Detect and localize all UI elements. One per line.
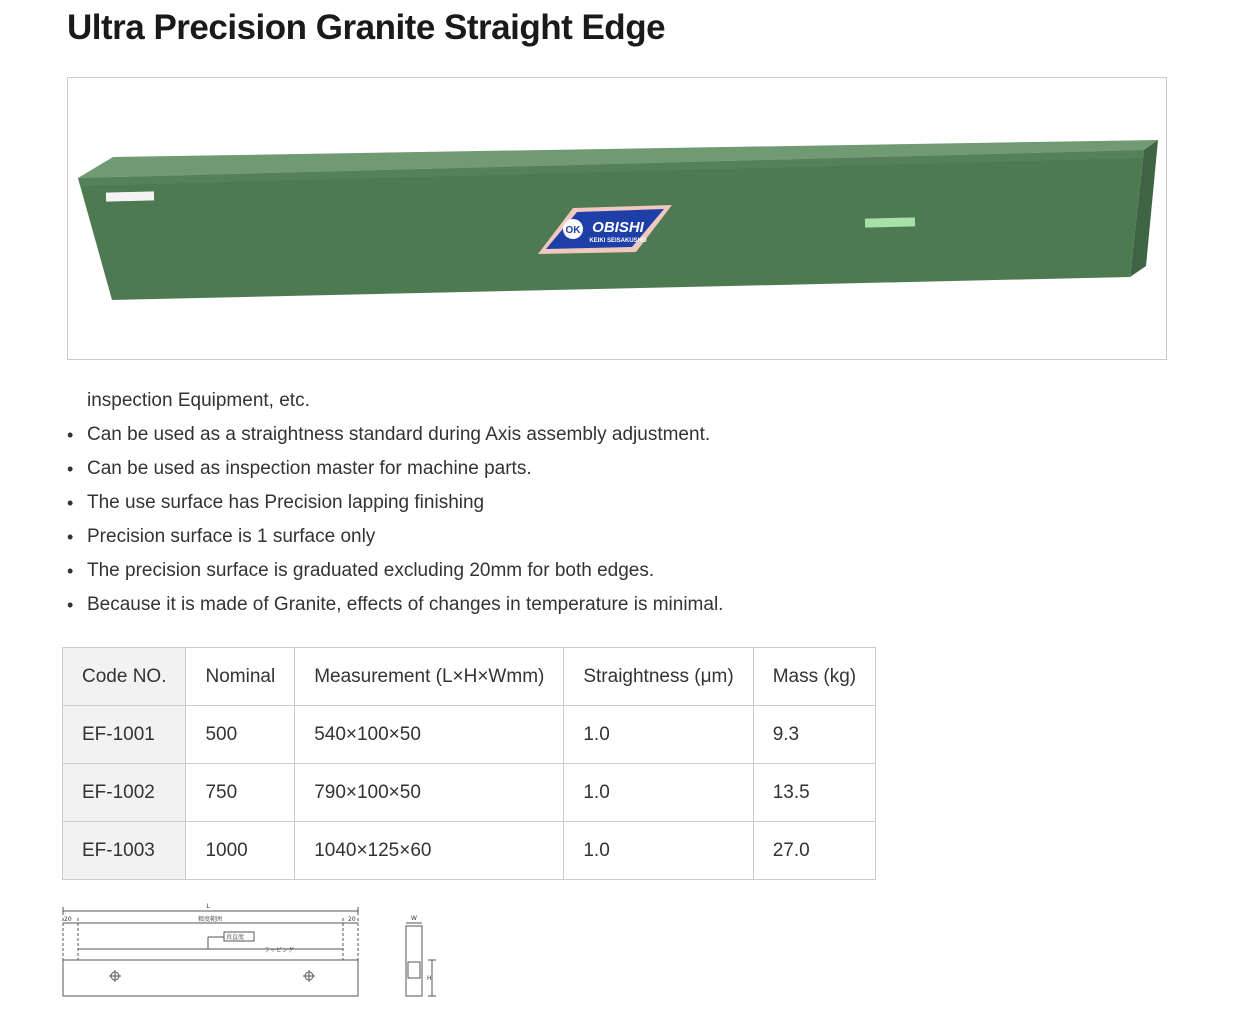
cell-code: EF-1003 <box>63 822 186 880</box>
table-row <box>63 764 876 822</box>
col-header-mass: Mass (kg) <box>753 648 875 706</box>
col-header-straightness: Straightness (μm) <box>564 648 753 706</box>
cell-mass: 27.0 <box>753 822 875 880</box>
col-header-nominal: Nominal <box>186 648 295 706</box>
cell-code: EF-1001 <box>63 706 186 764</box>
cell-straightness: 1.0 <box>564 764 753 822</box>
cell-straightness: 1.0 <box>564 706 753 764</box>
table-row <box>63 822 876 880</box>
cell-mass: 9.3 <box>753 706 875 764</box>
label-range: 精度範囲 <box>197 916 223 923</box>
label-right-margin: 20 <box>348 916 356 923</box>
cell-nominal: 1000 <box>186 822 295 880</box>
feature-item: • Can be used as a straightness standard during Axis assembly adjustment. <box>87 420 723 454</box>
obishi-brand-text: OBISHI <box>592 219 644 236</box>
spec-table <box>62 647 876 880</box>
number-sticker-right <box>865 217 915 227</box>
feature-item: • The precision surface is graduated excluding 20mm for both edges. <box>87 556 723 590</box>
col-header-measurement: Measurement (L×H×Wmm) <box>295 648 564 706</box>
cell-mass: 13.5 <box>753 764 875 822</box>
cell-measurement: 540×100×50 <box>295 706 564 764</box>
feature-list <box>87 386 723 624</box>
cell-straightness: 1.0 <box>564 822 753 880</box>
cell-code: EF-1002 <box>63 764 186 822</box>
obishi-mark: OK <box>565 225 581 236</box>
feature-item: • Can be used as inspection master for machine parts. <box>87 454 723 488</box>
feature-item: • Because it is made of Granite, effects of changes in temperature is minimal. <box>87 590 723 624</box>
col-header-code: Code NO. <box>63 648 186 706</box>
feature-item: • The use surface has Precision lapping finishing <box>87 488 723 522</box>
label-l: L <box>206 903 210 910</box>
cell-nominal: 750 <box>186 764 295 822</box>
cell-measurement: 1040×125×60 <box>295 822 564 880</box>
granite-straight-edge-illustration <box>68 78 1168 361</box>
label-lapping: ラッピング <box>264 947 294 954</box>
label-left-margin: 20 <box>64 916 72 923</box>
feature-item: inspection Equipment, etc. <box>87 390 310 411</box>
page-title: Ultra Precision Granite Straight Edge <box>67 8 666 47</box>
product-photo <box>67 77 1167 360</box>
obishi-brand-subtext: KEIKI SEISAKUSHO <box>589 238 647 244</box>
label-straightness: 真直度 <box>226 934 245 941</box>
feature-item: • Precision surface is 1 surface only <box>87 522 723 556</box>
serial-sticker-left <box>106 191 154 201</box>
cell-nominal: 500 <box>186 706 295 764</box>
cell-measurement: 790×100×50 <box>295 764 564 822</box>
label-w: W <box>411 915 417 922</box>
label-h: H <box>427 975 432 982</box>
dimension-diagram <box>58 900 448 1004</box>
table-header-row <box>63 648 876 706</box>
table-row <box>63 706 876 764</box>
